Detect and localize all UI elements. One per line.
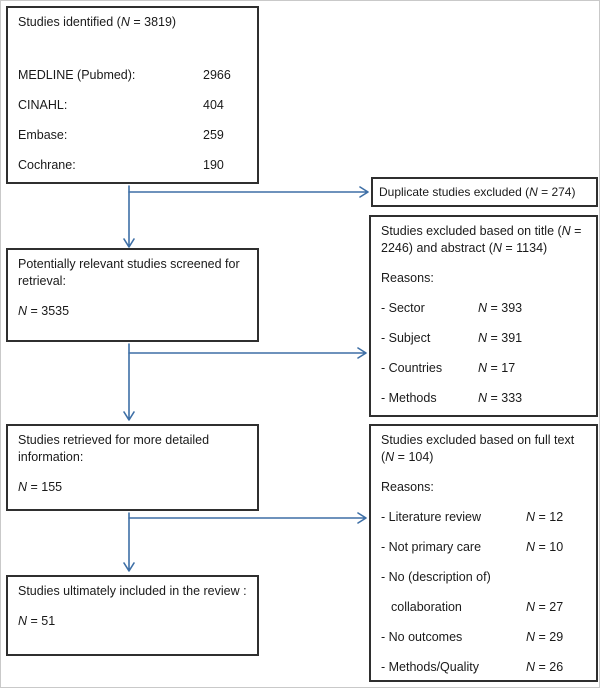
box-title-abstract-excluded-title: Studies excluded based on title (N = 2246) and abstract (N = 1134)	[381, 224, 582, 255]
source-label: CINAHL:	[18, 98, 68, 112]
reason-count: N = 391	[478, 331, 523, 345]
reason-count: N = 26	[526, 660, 564, 674]
box-fulltext-excluded-title: Studies excluded based on full text (N = 104)	[381, 433, 575, 464]
reason-row-no-description	[381, 569, 586, 586]
source-count: 404	[203, 98, 224, 112]
reason-row-subject	[381, 330, 586, 347]
box-studies-identified	[6, 6, 259, 184]
box-title-abstract-excluded	[369, 215, 598, 417]
reason-row-methods	[381, 390, 586, 407]
reason-label: collaboration	[391, 600, 462, 614]
arrow-screened-to-title-abstract	[129, 348, 366, 358]
reason-count: N = 29	[526, 630, 564, 644]
box-studies-screened-title: Potentially relevant studies screened for retrieval:	[18, 257, 240, 288]
box-studies-included	[6, 575, 259, 656]
box-studies-included-title: Studies ultimately included in the review :	[18, 584, 247, 598]
arrow-retrieved-to-fulltext	[129, 513, 366, 523]
reasons-label: Reasons:	[381, 271, 434, 285]
box-studies-screened	[6, 248, 259, 342]
reason-label: - Methods/Quality	[381, 660, 479, 674]
source-label: Cochrane:	[18, 158, 76, 172]
box-studies-included-n: N = 51	[18, 614, 56, 628]
source-count: 2966	[203, 68, 231, 82]
reason-label: - Not primary care	[381, 540, 482, 554]
reason-label: - Methods	[381, 391, 437, 405]
reason-label: - No outcomes	[381, 630, 463, 644]
reason-count: N = 393	[478, 301, 523, 315]
arrow-identified-to-screened	[124, 186, 134, 247]
reason-count: N = 333	[478, 391, 523, 405]
box-fulltext-excluded	[369, 424, 598, 682]
box-studies-retrieved	[6, 424, 259, 511]
reason-label: - Literature review	[381, 510, 482, 524]
reason-row-not-primary-care	[381, 539, 586, 556]
source-row-embase	[18, 127, 247, 144]
box-studies-identified-title: Studies identified (N = 3819)	[18, 15, 177, 29]
source-label: MEDLINE (Pubmed):	[18, 68, 136, 82]
arrow-retrieved-to-included	[124, 513, 134, 571]
reason-row-no-outcomes	[381, 629, 586, 646]
source-row-cochrane	[18, 157, 247, 174]
reason-row-literature-review	[381, 509, 586, 526]
reason-label: - Subject	[381, 331, 431, 345]
box-duplicates-excluded-title: Duplicate studies excluded (N = 274)	[379, 185, 576, 199]
reason-row-sector	[381, 300, 586, 317]
reason-row-collaboration	[381, 599, 586, 616]
arrow-identified-to-duplicates	[129, 187, 368, 197]
box-studies-screened-n: N = 3535	[18, 304, 70, 318]
reason-label: - Countries	[381, 361, 443, 375]
box-studies-retrieved-n: N = 155	[18, 480, 63, 494]
box-duplicates-excluded	[371, 177, 598, 207]
source-count: 190	[203, 158, 224, 172]
source-row-cinahl	[18, 97, 247, 114]
box-studies-retrieved-title: Studies retrieved for more detailed information:	[18, 433, 210, 464]
reason-count: N = 27	[526, 600, 564, 614]
source-row-medline	[18, 67, 247, 84]
reason-count: N = 17	[478, 361, 516, 375]
reason-label: - No (description of)	[381, 570, 491, 584]
reason-row-countries	[381, 360, 586, 377]
reasons-label: Reasons:	[381, 480, 434, 494]
reason-row-methods-quality	[381, 659, 586, 676]
reason-count: N = 10	[526, 540, 564, 554]
source-label: Embase:	[18, 128, 68, 142]
arrow-screened-to-retrieved	[124, 344, 134, 420]
source-count: 259	[203, 128, 224, 142]
reason-count: N = 12	[526, 510, 564, 524]
reason-label: - Sector	[381, 301, 425, 315]
